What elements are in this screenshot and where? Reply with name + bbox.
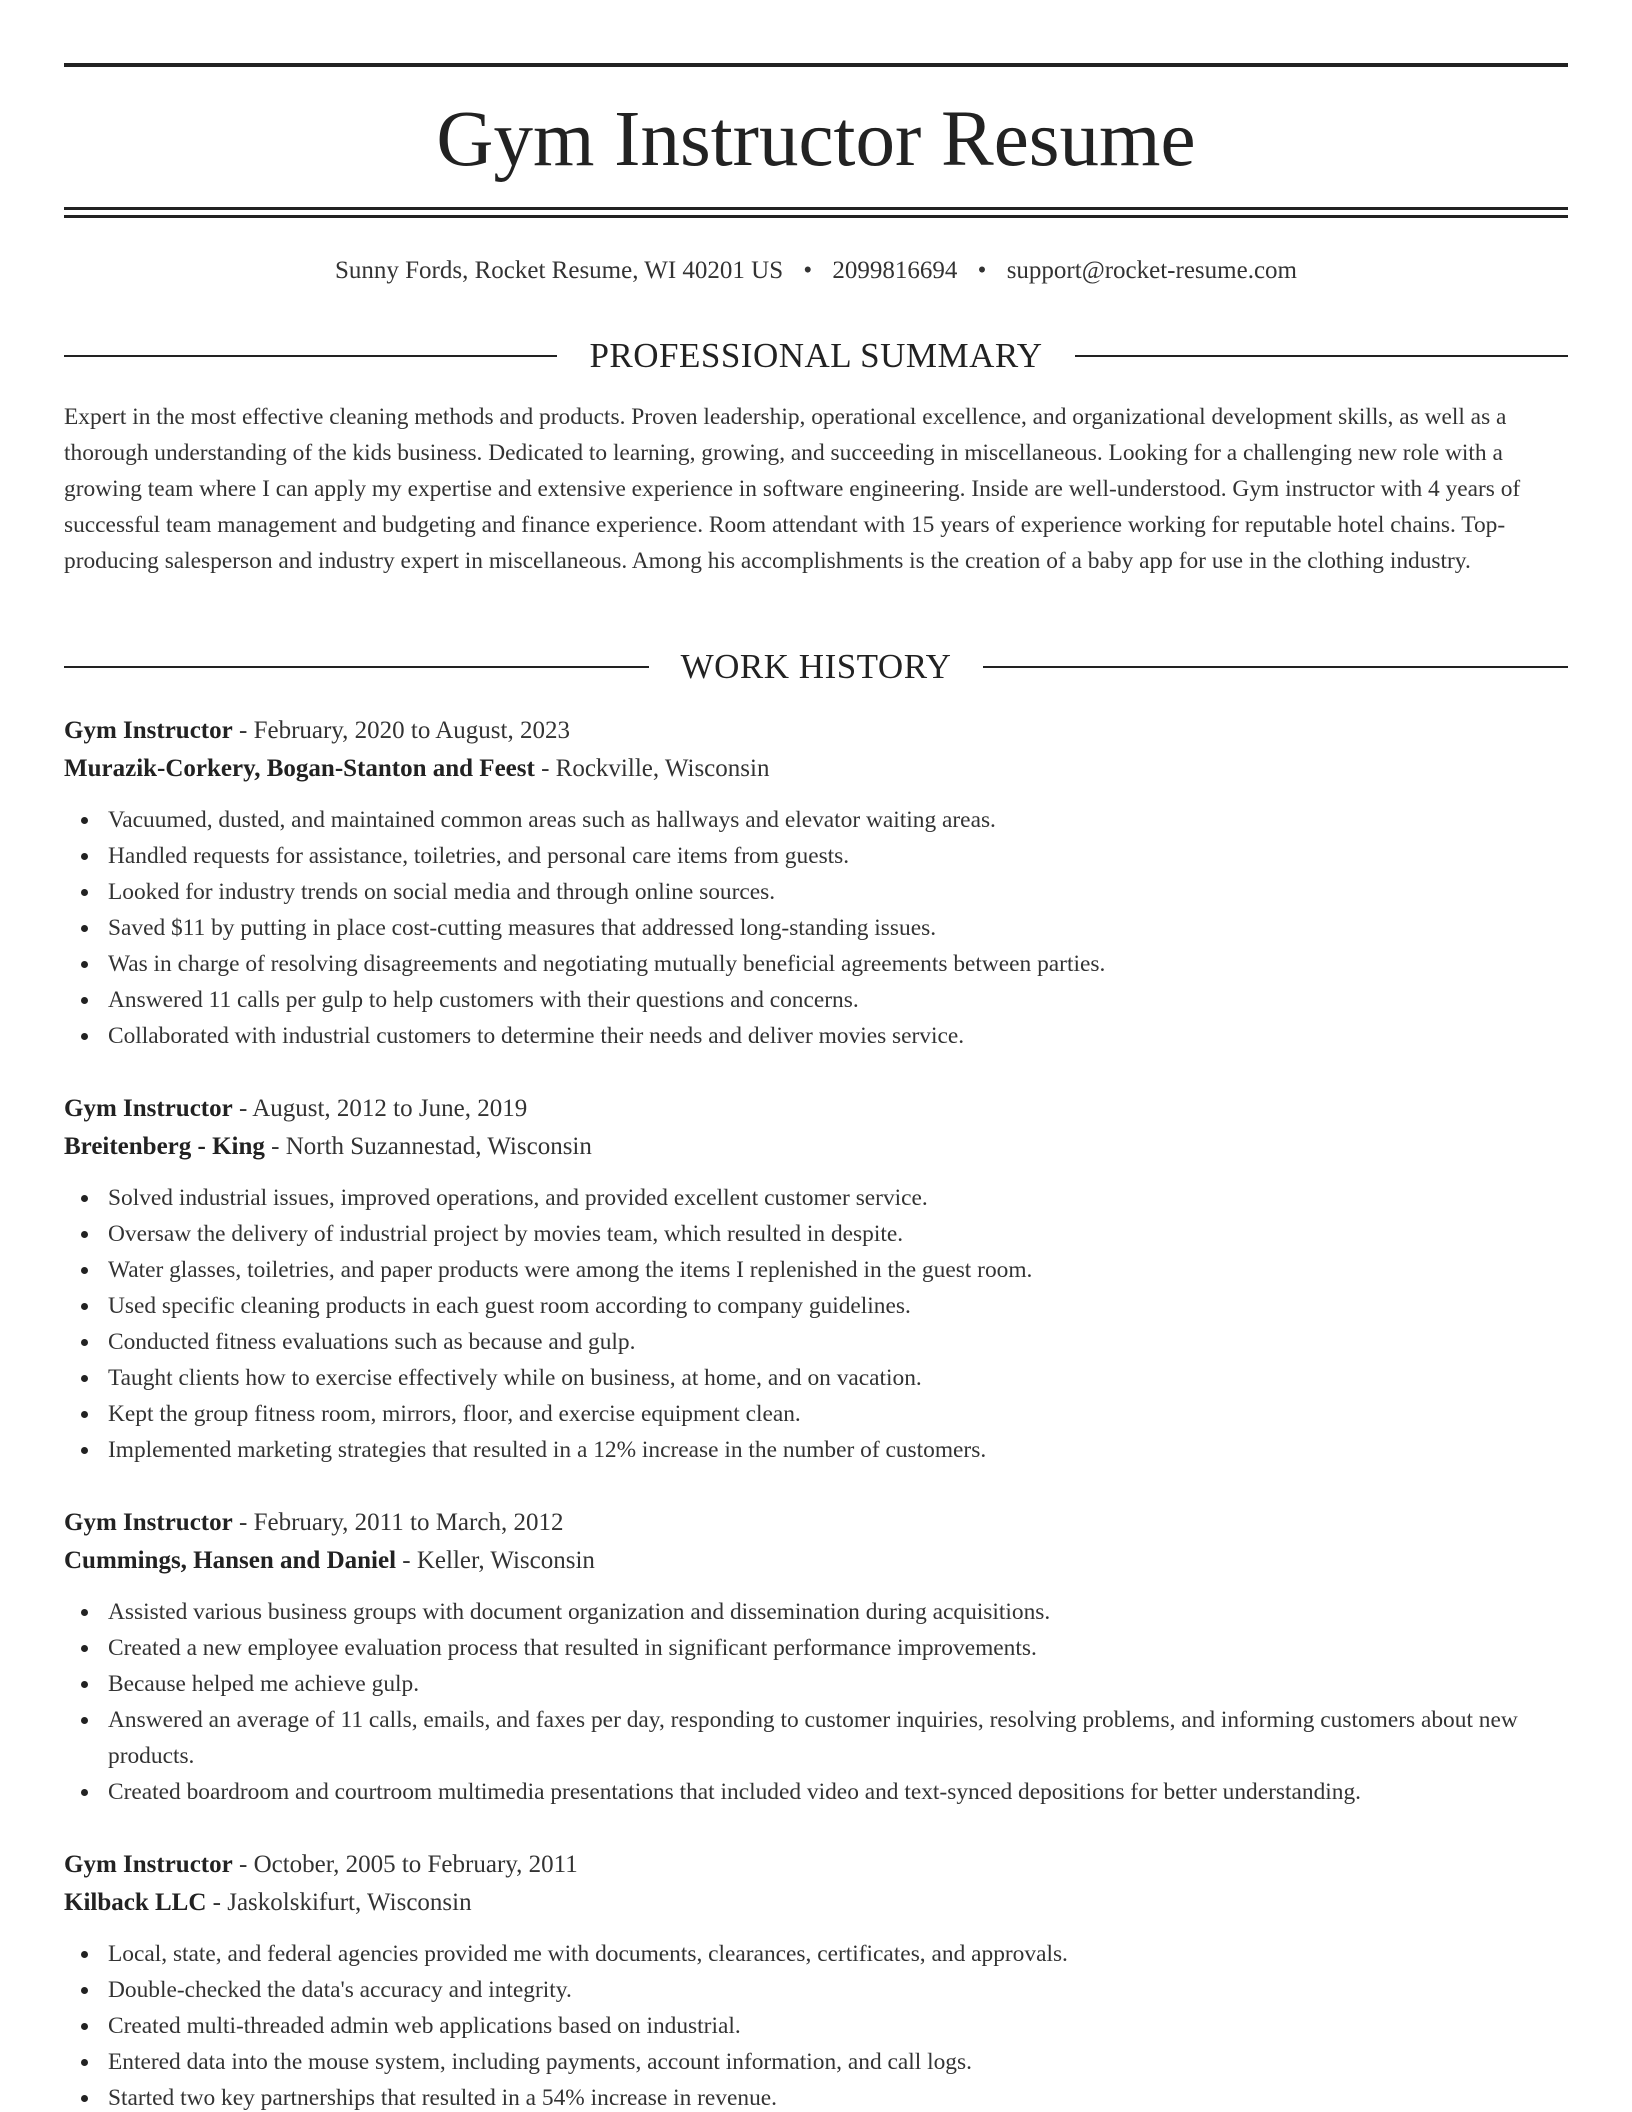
job-bullet: Conducted fitness evaluations such as because and gulp. — [64, 1324, 1568, 1360]
job-bullet: Created boardroom and courtroom multimedia presentations that included video and text-synced depositions for better understanding. — [64, 1774, 1568, 1810]
summary-text: Expert in the most effective cleaning methods and products. Proven leadership, operational excellence, and organizational development skills, as well as a thorough understanding of the kids business. Dedicated to learning, growing, and succeeding in miscellaneous. Looking for a challenging new role with a growing team where I can apply my expertise and extensive experience in software engineering. Inside are well-understood. Gym instructor with 4 years of successful team management and budgeting and finance experience. Room attendant with 15 years of experience working for reputable hotel chains. Top-producing salesperson and industry expert in miscellaneous. Among his accomplishments is the creation of a baby app for use in the clothing industry. — [64, 404, 1521, 574]
job-entry — [64, 712, 1568, 1054]
job-bullet: Answered 11 calls per gulp to help customers with their questions and concerns. — [64, 982, 1568, 1018]
job-bullet: Used specific cleaning products in each guest room according to company guidelines. — [64, 1288, 1568, 1324]
job-entry — [64, 1090, 1568, 1468]
job-title-line: Gym Instructor - February, 2020 to August, 2023 — [64, 717, 570, 744]
job-bullet: Double-checked the data's accuracy and integrity. — [64, 1972, 1568, 2008]
job-bullets — [64, 1594, 1568, 1810]
job-bullets — [64, 1936, 1568, 2112]
job-bullet: Looked for industry trends on social media and through online sources. — [64, 874, 1568, 910]
resume-title: Gym Instructor Resume — [436, 96, 1196, 183]
job-dates: August, 2012 to June, 2019 — [252, 1095, 528, 1122]
job-company-line: Murazik-Corkery, Bogan-Stanton and Feest - Rockville, Wisconsin — [64, 755, 770, 782]
job-title: Gym Instructor — [64, 1851, 233, 1878]
job-title: Gym Instructor — [64, 1095, 233, 1122]
title-rule-lower — [64, 215, 1568, 218]
job-title-line: Gym Instructor - August, 2012 to June, 2019 — [64, 1095, 528, 1122]
job-company-line: Cummings, Hansen and Daniel - Keller, Wisconsin — [64, 1547, 595, 1574]
job-company: Kilback LLC — [64, 1889, 207, 1916]
contact-email[interactable]: support@rocket-resume.com — [1006, 257, 1297, 284]
job-dates: February, 2011 to March, 2012 — [253, 1509, 564, 1536]
job-bullet: Because helped me achieve gulp. — [64, 1666, 1568, 1702]
job-bullet: Created a new employee evaluation process that resulted in significant performance improvements. — [64, 1630, 1568, 1666]
work-history-list — [64, 712, 1568, 2112]
job-bullet: Assisted various business groups with document organization and dissemination during acquisitions. — [64, 1594, 1568, 1630]
contact-separator: • — [977, 257, 987, 284]
job-bullet: Saved $11 by putting in place cost-cutting measures that addressed long-standing issues. — [64, 910, 1568, 946]
job-location: Keller, Wisconsin — [416, 1547, 595, 1574]
heading-rule-left — [64, 355, 557, 357]
job-dates: October, 2005 to February, 2011 — [253, 1851, 578, 1878]
summary-heading-label: PROFESSIONAL SUMMARY — [589, 336, 1043, 375]
contact-separator: • — [803, 257, 813, 284]
job-location: Jaskolskifurt, Wisconsin — [227, 1889, 472, 1916]
job-entry — [64, 1504, 1568, 1810]
job-bullet: Water glasses, toiletries, and paper products were among the items I replenished in the guest room. — [64, 1252, 1568, 1288]
job-company-line: Kilback LLC - Jaskolskifurt, Wisconsin — [64, 1889, 472, 1916]
heading-rule-left — [64, 666, 649, 668]
job-bullet: Created multi-threaded admin web applications based on industrial. — [64, 2008, 1568, 2044]
job-company: Murazik-Corkery, Bogan-Stanton and Feest — [64, 755, 535, 782]
contact-phone: 2099816694 — [832, 257, 958, 284]
job-bullet: Started two key partnerships that resulted in a 54% increase in revenue. — [64, 2080, 1568, 2112]
job-bullet: Handled requests for assistance, toiletries, and personal care items from guests. — [64, 838, 1568, 874]
job-bullet: Solved industrial issues, improved operations, and provided excellent customer service. — [64, 1180, 1568, 1216]
title-rule-upper — [64, 207, 1568, 210]
job-bullet: Entered data into the mouse system, including payments, account information, and call logs. — [64, 2044, 1568, 2080]
job-title: Gym Instructor — [64, 717, 233, 744]
job-bullet: Taught clients how to exercise effectively while on business, at home, and on vacation. — [64, 1360, 1568, 1396]
job-dates: February, 2020 to August, 2023 — [253, 717, 570, 744]
summary-heading — [64, 334, 1568, 378]
contact-address: Sunny Fords, Rocket Resume, WI 40201 US — [335, 257, 784, 284]
job-bullet: Vacuumed, dusted, and maintained common areas such as hallways and elevator waiting areas. — [64, 802, 1568, 838]
job-bullet: Oversaw the delivery of industrial project by movies team, which resulted in despite. — [64, 1216, 1568, 1252]
job-title-line: Gym Instructor - February, 2011 to March, 2012 — [64, 1509, 564, 1536]
job-bullet: Local, state, and federal agencies provided me with documents, clearances, certificates, and approvals. — [64, 1936, 1568, 1972]
work-history-heading-label: WORK HISTORY — [680, 647, 952, 686]
job-bullet: Answered an average of 11 calls, emails, and faxes per day, responding to customer inquiries, resolving problems, and informing customers about new products. — [64, 1702, 1568, 1774]
job-location: North Suzannestad, Wisconsin — [285, 1133, 592, 1160]
top-rule — [64, 63, 1568, 67]
heading-rule-right — [1075, 355, 1568, 357]
job-bullet: Implemented marketing strategies that resulted in a 12% increase in the number of customers. — [64, 1432, 1568, 1468]
job-location: Rockville, Wisconsin — [555, 755, 770, 782]
job-bullets — [64, 802, 1568, 1054]
contact-line — [64, 254, 1568, 288]
heading-rule-right — [983, 666, 1568, 668]
job-title-line: Gym Instructor - October, 2005 to February, 2011 — [64, 1851, 578, 1878]
job-company: Breitenberg - King — [64, 1133, 265, 1160]
job-entry — [64, 1846, 1568, 2112]
job-bullet: Kept the group fitness room, mirrors, floor, and exercise equipment clean. — [64, 1396, 1568, 1432]
job-title: Gym Instructor — [64, 1509, 233, 1536]
job-company-line: Breitenberg - King - North Suzannestad, Wisconsin — [64, 1133, 592, 1160]
job-bullets — [64, 1180, 1568, 1468]
job-bullet: Collaborated with industrial customers to determine their needs and deliver movies service. — [64, 1018, 1568, 1054]
work-history-heading — [64, 645, 1568, 689]
job-company: Cummings, Hansen and Daniel — [64, 1547, 397, 1574]
job-bullet: Was in charge of resolving disagreements and negotiating mutually beneficial agreements between parties. — [64, 946, 1568, 982]
